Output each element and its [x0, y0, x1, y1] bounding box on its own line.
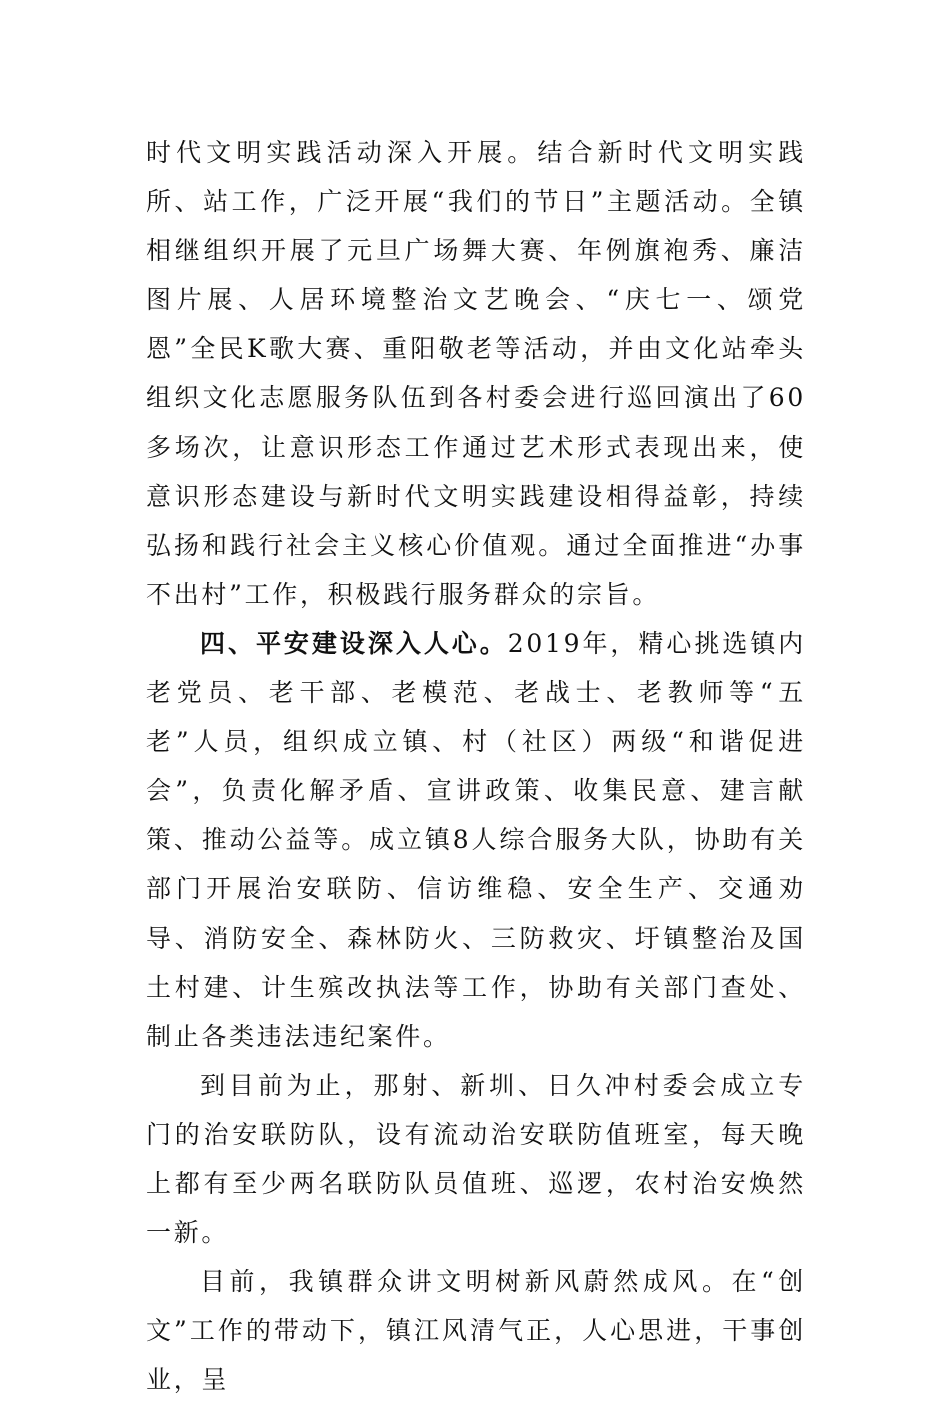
- paragraph-section-four: [146, 619, 806, 1061]
- paragraph-security-teams: [146, 1061, 806, 1257]
- paragraph-continuation: [146, 128, 806, 619]
- paragraph-text: 目前，我镇群众讲文明树新风蔚然成风。在“创文”工作的带动下，镇江风清气正，人心思进，干事创业，呈: [146, 1267, 806, 1395]
- paragraph-text: 时代文明实践活动深入开展。结合新时代文明实践所、站工作，广泛开展“我们的节日”主题活动。全镇相继组织开展了元旦广场舞大赛、年例旗袍秀、廉洁图片展、人居环境整治文艺晚会、“庆七一、颂党恩”全民K歌大赛、重阳敬老等活动，并由文化站牵头组织文化志愿服务队伍到各村委会进行巡回演出了60多场次，让意识形态工作通过艺术形式表现出来，使意识形态建设与新时代文明实践建设相得益彰，持续弘扬和践行社会主义核心价值观。通过全面推进“办事不出村”工作，积极践行服务群众的宗旨。: [146, 138, 806, 609]
- document-body: [146, 128, 806, 1404]
- paragraph-civilization: [146, 1257, 806, 1404]
- paragraph-text: 2019年，精心挑选镇内老党员、老干部、老模范、老战士、老教师等“五老”人员，组织成立镇、村（社区）两级“和谐促进会”，负责化解矛盾、宣讲政策、收集民意、建言献策、推动公益等。成立镇8人综合服务大队，协助有关部门开展治安联防、信访维稳、安全生产、交通劝导、消防安全、森林防火、三防救灾、圩镇整治及国土村建、计生殡改执法等工作，协助有关部门查处、制止各类违法违纪案件。: [146, 628, 806, 1051]
- section-heading: 四、平安建设深入人心。: [200, 628, 508, 658]
- paragraph-text: 到目前为止，那射、新圳、日久冲村委会成立专门的治安联防队，设有流动治安联防值班室，每天晚上都有至少两名联防队员值班、巡逻，农村治安焕然一新。: [146, 1070, 806, 1248]
